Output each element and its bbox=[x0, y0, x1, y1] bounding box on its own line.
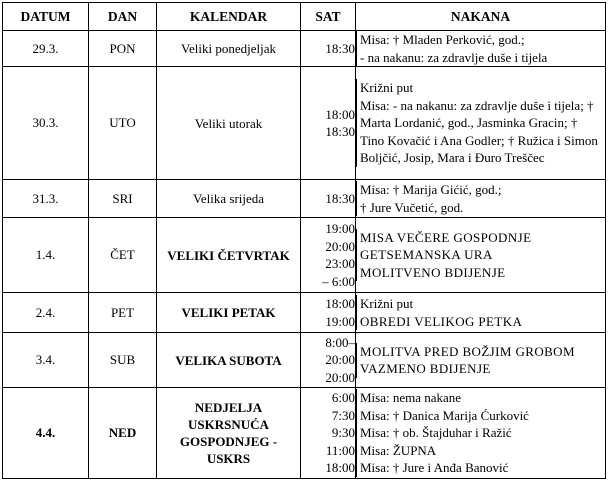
header-day: DAN bbox=[89, 3, 157, 31]
intention-line: Misa: † Mladen Perković, god.; bbox=[360, 32, 525, 47]
table-row bbox=[3, 388, 606, 479]
time-value: 18:30 bbox=[325, 124, 355, 139]
time-value: 20:00 bbox=[325, 352, 355, 368]
calendar-cell: VELIKI PETAK bbox=[157, 293, 301, 333]
intention-cell bbox=[356, 218, 606, 293]
header-row bbox=[3, 3, 606, 31]
time-value: 18:00 bbox=[325, 460, 355, 476]
table-row bbox=[3, 218, 606, 293]
time-value: 23:00 bbox=[325, 256, 355, 271]
table-row bbox=[3, 67, 606, 180]
intention-cell bbox=[356, 31, 606, 67]
intention-cell bbox=[356, 67, 606, 180]
time-value: – 6:00 bbox=[322, 273, 355, 289]
table-row bbox=[3, 293, 606, 333]
calendar-cell: Veliki ponedjeljak bbox=[157, 31, 301, 67]
time-value: 9:30 bbox=[331, 425, 355, 441]
intention-line: † Jure Vučetić, god. bbox=[360, 199, 464, 215]
intention-cell bbox=[356, 388, 606, 479]
intention-line: Misa: nema nakane bbox=[360, 390, 462, 406]
date-cell: 31.3. bbox=[3, 180, 89, 218]
header-time: SAT bbox=[301, 3, 356, 31]
time-value: 7:30 bbox=[331, 407, 355, 423]
time-value: 19:00 bbox=[325, 313, 355, 329]
time-cell bbox=[301, 333, 356, 388]
calendar-cell: Veliki utorak bbox=[157, 67, 301, 180]
day-cell: ČET bbox=[89, 218, 157, 293]
time-cell bbox=[301, 180, 356, 218]
intention-cell bbox=[356, 180, 606, 218]
time-cell bbox=[301, 293, 356, 333]
time-value: 19:00 bbox=[325, 221, 355, 236]
day-cell: NED bbox=[89, 388, 157, 479]
time-value: 20:00 bbox=[325, 369, 355, 385]
date-cell: 2.4. bbox=[3, 293, 89, 333]
day-cell: SRI bbox=[89, 180, 157, 218]
time-value: 11:00 bbox=[325, 442, 355, 458]
time-value: 8:00– bbox=[325, 334, 355, 350]
time-value: 18:30 bbox=[325, 190, 355, 206]
time-value: 18:00 bbox=[325, 296, 355, 311]
header-calendar: KALENDAR bbox=[157, 3, 301, 31]
calendar-cell: NEDJELJA USKRSNUĆA GOSPODNJEG - USKRS bbox=[157, 388, 301, 479]
time-value: 18:30 bbox=[325, 40, 355, 56]
date-cell: 29.3. bbox=[3, 31, 89, 67]
intention-cell bbox=[356, 333, 606, 388]
calendar-cell: VELIKI ČETVRTAK bbox=[157, 218, 301, 293]
intention-line: Misa: † Jure i Anđa Banović bbox=[360, 460, 509, 476]
intention-line: MOLITVENO BDIJENJE bbox=[360, 264, 506, 280]
intention-cell bbox=[356, 293, 606, 333]
day-cell: PET bbox=[89, 293, 157, 333]
calendar-cell: VELIKA SUBOTA bbox=[157, 333, 301, 388]
calendar-cell: Velika srijeda bbox=[157, 180, 301, 218]
time-value: 6:00 bbox=[331, 390, 355, 406]
day-cell: UTO bbox=[89, 67, 157, 180]
intention-line: MISA VEČERE GOSPODNJE bbox=[360, 229, 532, 245]
intention-line: MOLITVA PRED BOŽJIM GROBOM bbox=[360, 343, 575, 359]
intention-line: Misa: † Danica Marija Ćurković bbox=[360, 407, 529, 423]
time-value: 20:00 bbox=[325, 238, 355, 254]
table-row bbox=[3, 333, 606, 388]
intention-line: Misa: ŽUPNA bbox=[360, 442, 437, 458]
intention-line: Misa: † Marija Gićić, god.; bbox=[360, 182, 502, 197]
intention-line: OBREDI VELIKOG PETKA bbox=[360, 313, 523, 329]
date-cell: 30.3. bbox=[3, 67, 89, 180]
intention-line: Misa: † ob. Štajduhar i Ražić bbox=[360, 425, 512, 441]
table-row bbox=[3, 180, 606, 218]
date-cell: 1.4. bbox=[3, 218, 89, 293]
time-cell bbox=[301, 67, 356, 180]
header-date: DATUM bbox=[3, 3, 89, 31]
intention-line: VAZMENO BDIJENJE bbox=[360, 361, 491, 376]
intention-line: - na nakanu: za zdravlje duše i tijela bbox=[360, 49, 548, 65]
intention-line: GETSEMANSKA URA bbox=[360, 247, 493, 263]
date-cell: 4.4. bbox=[3, 388, 89, 479]
schedule-document bbox=[2, 2, 606, 479]
mass-schedule-table bbox=[2, 2, 606, 479]
intention-line: Križni put bbox=[360, 80, 414, 96]
intention-line: Misa: - na nakanu: za zdravlje duše i tijela; † Marta Lordanić, god., Jasminka Gracin; † Tino Kovačić i Ana Godler; † Ružica i Simon Boljčić, Josip, Mara i Đuro Treščec bbox=[360, 97, 598, 166]
intention-line: Križni put bbox=[360, 296, 414, 311]
date-cell: 3.4. bbox=[3, 333, 89, 388]
day-cell: PON bbox=[89, 31, 157, 67]
day-cell: SUB bbox=[89, 333, 157, 388]
time-cell bbox=[301, 31, 356, 67]
time-cell bbox=[301, 218, 356, 293]
table-row bbox=[3, 31, 606, 67]
time-value: 18:00 bbox=[325, 106, 355, 122]
header-intention: NAKANA bbox=[356, 3, 606, 31]
time-cell bbox=[301, 388, 356, 479]
